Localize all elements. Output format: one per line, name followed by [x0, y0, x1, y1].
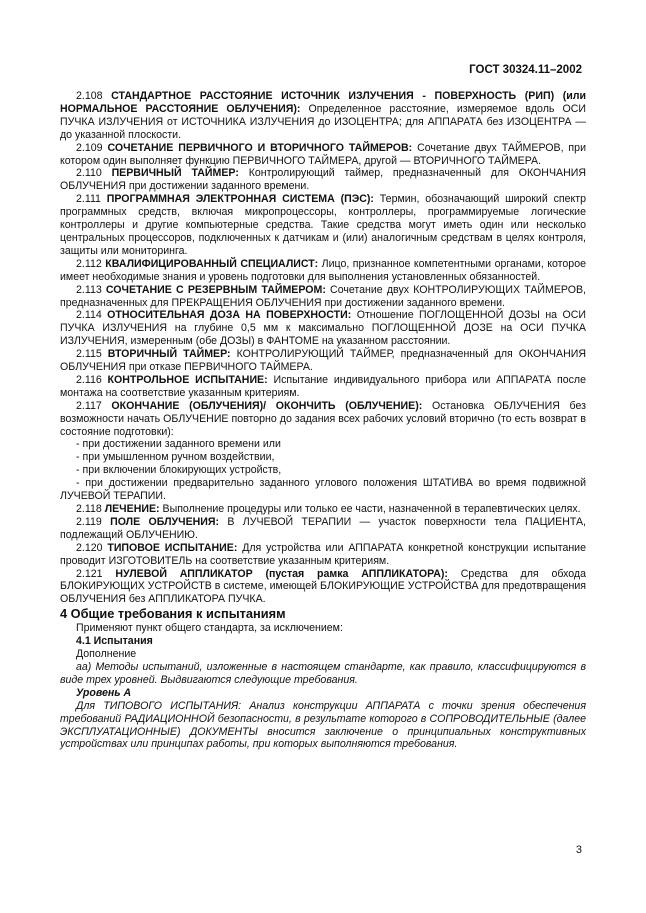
definition-2-116: 2.116 КОНТРОЛЬНОЕ ИСПЫТАНИЕ: Испытание индивидуального прибора или АППАРАТА после монтажа на соответствие указанным критериям. [60, 373, 586, 399]
definition-2-112: 2.112 КВАЛИФИЦИРОВАННЫЙ СПЕЦИАЛИСТ: Лицо, признанное компетентными органами, которое имеет необходимые знания и уровень подготовки для выполнения установленных обязанностей. [60, 257, 586, 283]
list-item: - при достижении заданного времени или [76, 438, 281, 451]
level-a-text: Для ТИПОВОГО ИСПЫТАНИЯ: Анализ конструкции АППАРАТА с точки зрения обеспечения требований РАДИАЦИОННОЙ безопасности, в результате которого в СОПРОВОДИТЕЛЬНЫЕ (далее ЭКСПЛУАТАЦИОННЫЕ) ДОКУМЕНТЫ вносится заключение о принципиальных конструктивных устройствах или принципах работы, при которых выполняются требования. [60, 699, 586, 751]
definition-2-119: 2.119 ПОЛЕ ОБЛУЧЕНИЯ: В ЛУЧЕВОЙ ТЕРАПИИ — участок поверхности тела ПАЦИЕНТА, подлежащий ОБЛУЧЕНИЮ. [60, 515, 586, 541]
page-content [60, 90, 586, 751]
document-header: ГОСТ 30324.11–2002 [469, 64, 582, 76]
section-4-intro: Применяют пункт общего стандарта, за исключением: [76, 622, 343, 635]
definition-2-110: 2.110 ПЕРВИЧНЫЙ ТАЙМЕР: Контролирующий таймер, предназначенный для ОКОНЧАНИЯ ОБЛУЧЕНИЯ при достижении заданного времени. [60, 167, 586, 193]
definition-2-114: 2.114 ОТНОСИТЕЛЬНАЯ ДОЗА НА ПОВЕРХНОСТИ: Отношение ПОГЛОЩЕННОЙ ДОЗЫ на ОСИ ПУЧКА ИЗЛУЧЕНИЯ на глубине 0,5 мм к максимально ПОГЛОЩЕННОЙ ДОЗЕ на ОСИ ПУЧКА ИЗЛУЧЕНИЯ, измеренным (обе ДОЗЫ) в ФАНТОМЕ на указанном расстоянии. [60, 309, 586, 348]
definition-2-109: 2.109 СОЧЕТАНИЕ ПЕРВИЧНОГО И ВТОРИЧНОГО ТАЙМЕРОВ: Сочетание двух ТАЙМЕРОВ, при котором один выполняет функцию ПЕРВИЧНОГО ТАЙМЕРА, другой — ВТОРИЧНОГО ТАЙМЕРА. [60, 141, 586, 167]
definition-2-121: 2.121 НУЛЕВОЙ АППЛИКАТОР (пустая рамка АППЛИКАТОРА): Средства для обхода БЛОКИРУЮЩИХ УСТРОЙСТВ в системе, имеющей БЛОКИРУЮЩИЕ УСТРОЙСТВА для предотвращения ОБЛУЧЕНИЯ без АППЛИКАТОРА ПУЧКА. [60, 567, 586, 606]
list-item: - при достижении предварительно заданного углового положения ШТАТИВА во время подвижной ЛУЧЕВОЙ ТЕРАПИИ. [60, 477, 586, 503]
list-item: - при умышленном ручном воздействии, [76, 451, 275, 464]
definition-2-111: 2.111 ПРОГРАММНАЯ ЭЛЕКТРОННАЯ СИСТЕМА (ПЭС): Термин, обозначающий широкий спектр программных средств, включая микропроцессоры, контроллеры, программируемые логические контроллеры и другие компьютерные средства. Такие средства могут иметь один или несколько центральных процессоров, подключенных к датчикам и (или) аналогичным средствам в целях контроля, защиты или мониторинга. [60, 193, 586, 257]
list-item: - при включении блокирующих устройств, [76, 464, 282, 477]
section-4-1-heading: 4.1 Испытания [76, 635, 153, 648]
definition-2-120: 2.120 ТИПОВОЕ ИСПЫТАНИЕ: Для устройства или АППАРАТА конкретной конструкции испытание проводит ИЗГОТОВИТЕЛЬ на соответствие указанным критериям. [60, 541, 586, 567]
paragraph-aa: аа) Методы испытаний, изложенные в настоящем стандарте, как правило, классифицируются в виде трех уровней. Выдвигаются следующие требования. [60, 660, 586, 686]
level-a-heading: Уровень А [76, 686, 132, 699]
definition-2-117: 2.117 ОКОНЧАНИЕ (ОБЛУЧЕНИЯ)/ ОКОНЧИТЬ (ОБЛУЧЕНИЕ): Остановка ОБЛУЧЕНИЯ без возможности начать ОБЛУЧЕНИЕ повторно до задания всех рабочих условий вторично (то есть возврат в состояние подготовки): [60, 399, 586, 438]
section-4-heading: 4 Общие требования к испытаниям [60, 606, 286, 622]
definition-2-113: 2.113 СОЧЕТАНИЕ С РЕЗЕРВНЫМ ТАЙМЕРОМ: Сочетание двух КОНТРОЛИРУЮЩИХ ТАЙМЕРОВ, предназначенных для ПРЕКРАЩЕНИЯ ОБЛУЧЕНИЯ при достижении заданного времени. [60, 283, 586, 309]
page-number: 3 [575, 844, 582, 856]
definition-2-118: 2.118 ЛЕЧЕНИЕ: Выполнение процедуры или только ее части, назначенной в терапевтических целях. [76, 503, 581, 515]
definition-2-108: 2.108 СТАНДАРТНОЕ РАССТОЯНИЕ ИСТОЧНИК ИЗЛУЧЕНИЯ - ПОВЕРХНОСТЬ (РИП) (или НОРМАЛЬНОЕ РАССТОЯНИЕ ОБЛУЧЕНИЯ): Определенное расстояние, измеряемое вдоль ОСИ ПУЧКА ИЗЛУЧЕНИЯ от ИСТОЧНИКА ИЗЛУЧЕНИЯ до ИЗОЦЕНТРА; для АППАРАТА без ИЗОЦЕНТРА — до указанной плоскости. [60, 90, 586, 141]
addition-label: Дополнение [76, 648, 137, 661]
definition-2-115: 2.115 ВТОРИЧНЫЙ ТАЙМЕР: КОНТРОЛИРУЮЩИЙ ТАЙМЕР, предназначенный для ОКОНЧАНИЯ ОБЛУЧЕНИЯ при отказе ПЕРВИЧНОГО ТАЙМЕРА. [60, 348, 586, 374]
